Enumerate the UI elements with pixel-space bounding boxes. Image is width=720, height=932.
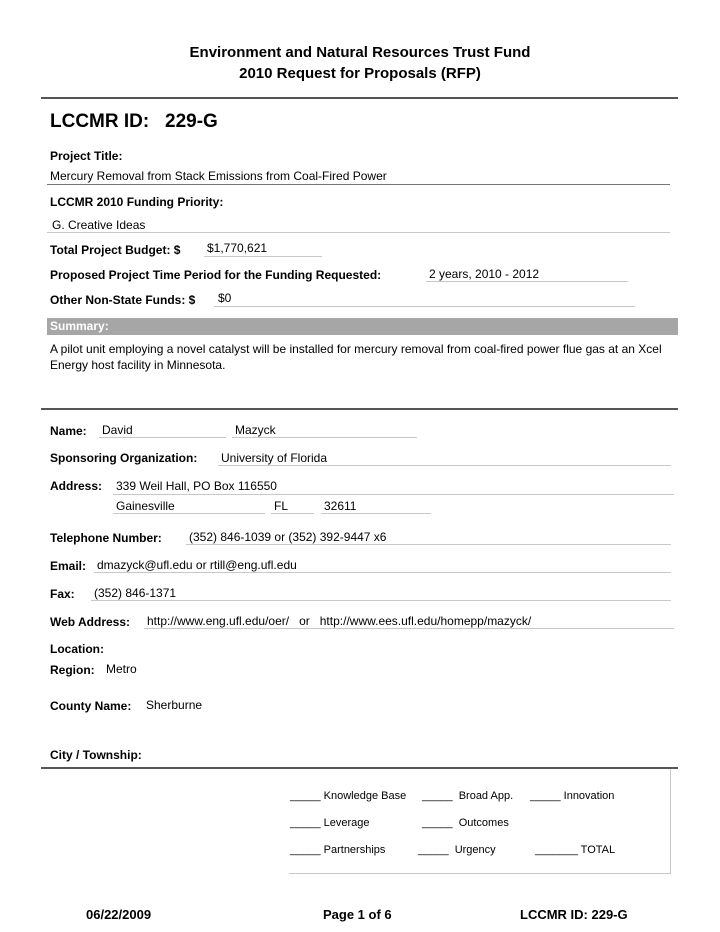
- header-subtitle: 2010 Request for Proposals (RFP): [239, 65, 481, 82]
- score-leverage: _____ Leverage: [290, 817, 370, 829]
- score-knowledge-base: _____ Knowledge Base: [290, 790, 407, 802]
- time-period-value: 2 years, 2010 - 2012: [429, 267, 540, 281]
- region-value: Metro: [106, 662, 137, 676]
- region-label: Region:: [50, 663, 95, 677]
- time-period-label: Proposed Project Time Period for the Funding Requested:: [50, 268, 382, 282]
- project-title-label: Project Title:: [50, 149, 123, 163]
- organization-rule: [218, 465, 671, 466]
- non-state-funds-rule: [214, 306, 635, 307]
- address-street-rule: [113, 494, 674, 495]
- time-period-rule: [426, 281, 628, 282]
- county-value: Sherburne: [146, 698, 203, 712]
- organization-value: University of Florida: [221, 451, 328, 465]
- score-innovation: _____ Innovation: [530, 790, 615, 802]
- email-label: Email:: [50, 559, 87, 573]
- score-broad-app: _____ Broad App.: [422, 790, 514, 802]
- lccmr-id-value: 229-G: [165, 111, 218, 132]
- county-label: County Name:: [50, 699, 132, 713]
- header-divider: [41, 97, 678, 99]
- organization-label: Sponsoring Organization:: [50, 451, 198, 465]
- score-partnerships: _____ Partnerships: [290, 844, 386, 856]
- address-zip-value: 32611: [324, 499, 357, 513]
- address-city-value: Gainesville: [116, 499, 175, 513]
- web-address-rule: [144, 628, 674, 629]
- fax-rule: [91, 600, 671, 601]
- email-rule: [94, 572, 671, 573]
- city-township-label: City / Township:: [50, 748, 142, 762]
- funding-priority-value: G. Creative Ideas: [52, 218, 146, 232]
- first-name-rule: [99, 437, 226, 438]
- project-title-value: Mercury Removal from Stack Emissions from Coal-Fired Power: [50, 169, 387, 183]
- fax-label: Fax:: [50, 587, 75, 601]
- address-label: Address:: [50, 479, 103, 493]
- non-state-funds-value: $0: [218, 291, 232, 305]
- last-name-value: Mazyck: [235, 423, 276, 437]
- budget-rule: [204, 256, 322, 257]
- section-divider: [41, 408, 678, 410]
- footer-lccmr-id: LCCMR ID: 229-G: [520, 907, 628, 922]
- score-outcomes: _____ Outcomes: [422, 817, 509, 829]
- last-name-rule: [232, 437, 417, 438]
- first-name-value: David: [102, 423, 133, 437]
- header-title: Environment and Natural Resources Trust Fund: [189, 44, 531, 61]
- address-street-value: 339 Weil Hall, PO Box 116550: [116, 479, 277, 493]
- footer-page-number: Page 1 of 6: [323, 907, 392, 922]
- score-total: _______ TOTAL: [535, 844, 616, 856]
- address-state-rule: [271, 513, 314, 514]
- email-value: dmazyck@ufl.edu or rtill@eng.ufl.edu: [97, 558, 297, 572]
- web-address-label: Web Address:: [50, 615, 131, 629]
- non-state-funds-label: Other Non-State Funds: $: [50, 293, 196, 307]
- project-title-rule: [47, 184, 670, 185]
- score-urgency: _____ Urgency: [418, 844, 496, 856]
- location-label: Location:: [50, 642, 104, 656]
- summary-header: Summary:: [47, 318, 678, 335]
- scoring-box-right-edge: [670, 769, 671, 873]
- scoring-box-bottom-edge: [289, 873, 671, 874]
- web-address-value: http://www.eng.ufl.edu/oer/ or http://www.ees.ufl.edu/homepp/mazyck/: [147, 614, 532, 628]
- funding-priority-label: LCCMR 2010 Funding Priority:: [50, 195, 224, 209]
- lccmr-id-label: LCCMR ID:: [50, 111, 150, 132]
- funding-priority-rule: [47, 232, 670, 233]
- address-city-rule: [113, 513, 265, 514]
- budget-value: $1,770,621: [207, 241, 268, 255]
- scoring-divider: [41, 767, 678, 769]
- name-label: Name:: [50, 424, 87, 438]
- budget-label: Total Project Budget: $: [50, 243, 181, 257]
- telephone-label: Telephone Number:: [50, 531, 162, 545]
- address-zip-rule: [321, 513, 431, 514]
- address-state-value: FL: [274, 499, 289, 513]
- summary-text: A pilot unit employing a novel catalyst will be installed for mercury removal from coal-fired power flue gas at an Xcel Energy host facility in Minnesota.: [50, 342, 662, 372]
- fax-value: (352) 846-1371: [94, 586, 177, 600]
- footer-date: 06/22/2009: [86, 907, 152, 922]
- telephone-value: (352) 846-1039 or (352) 392-9447 x6: [189, 530, 387, 544]
- telephone-rule: [186, 544, 671, 545]
